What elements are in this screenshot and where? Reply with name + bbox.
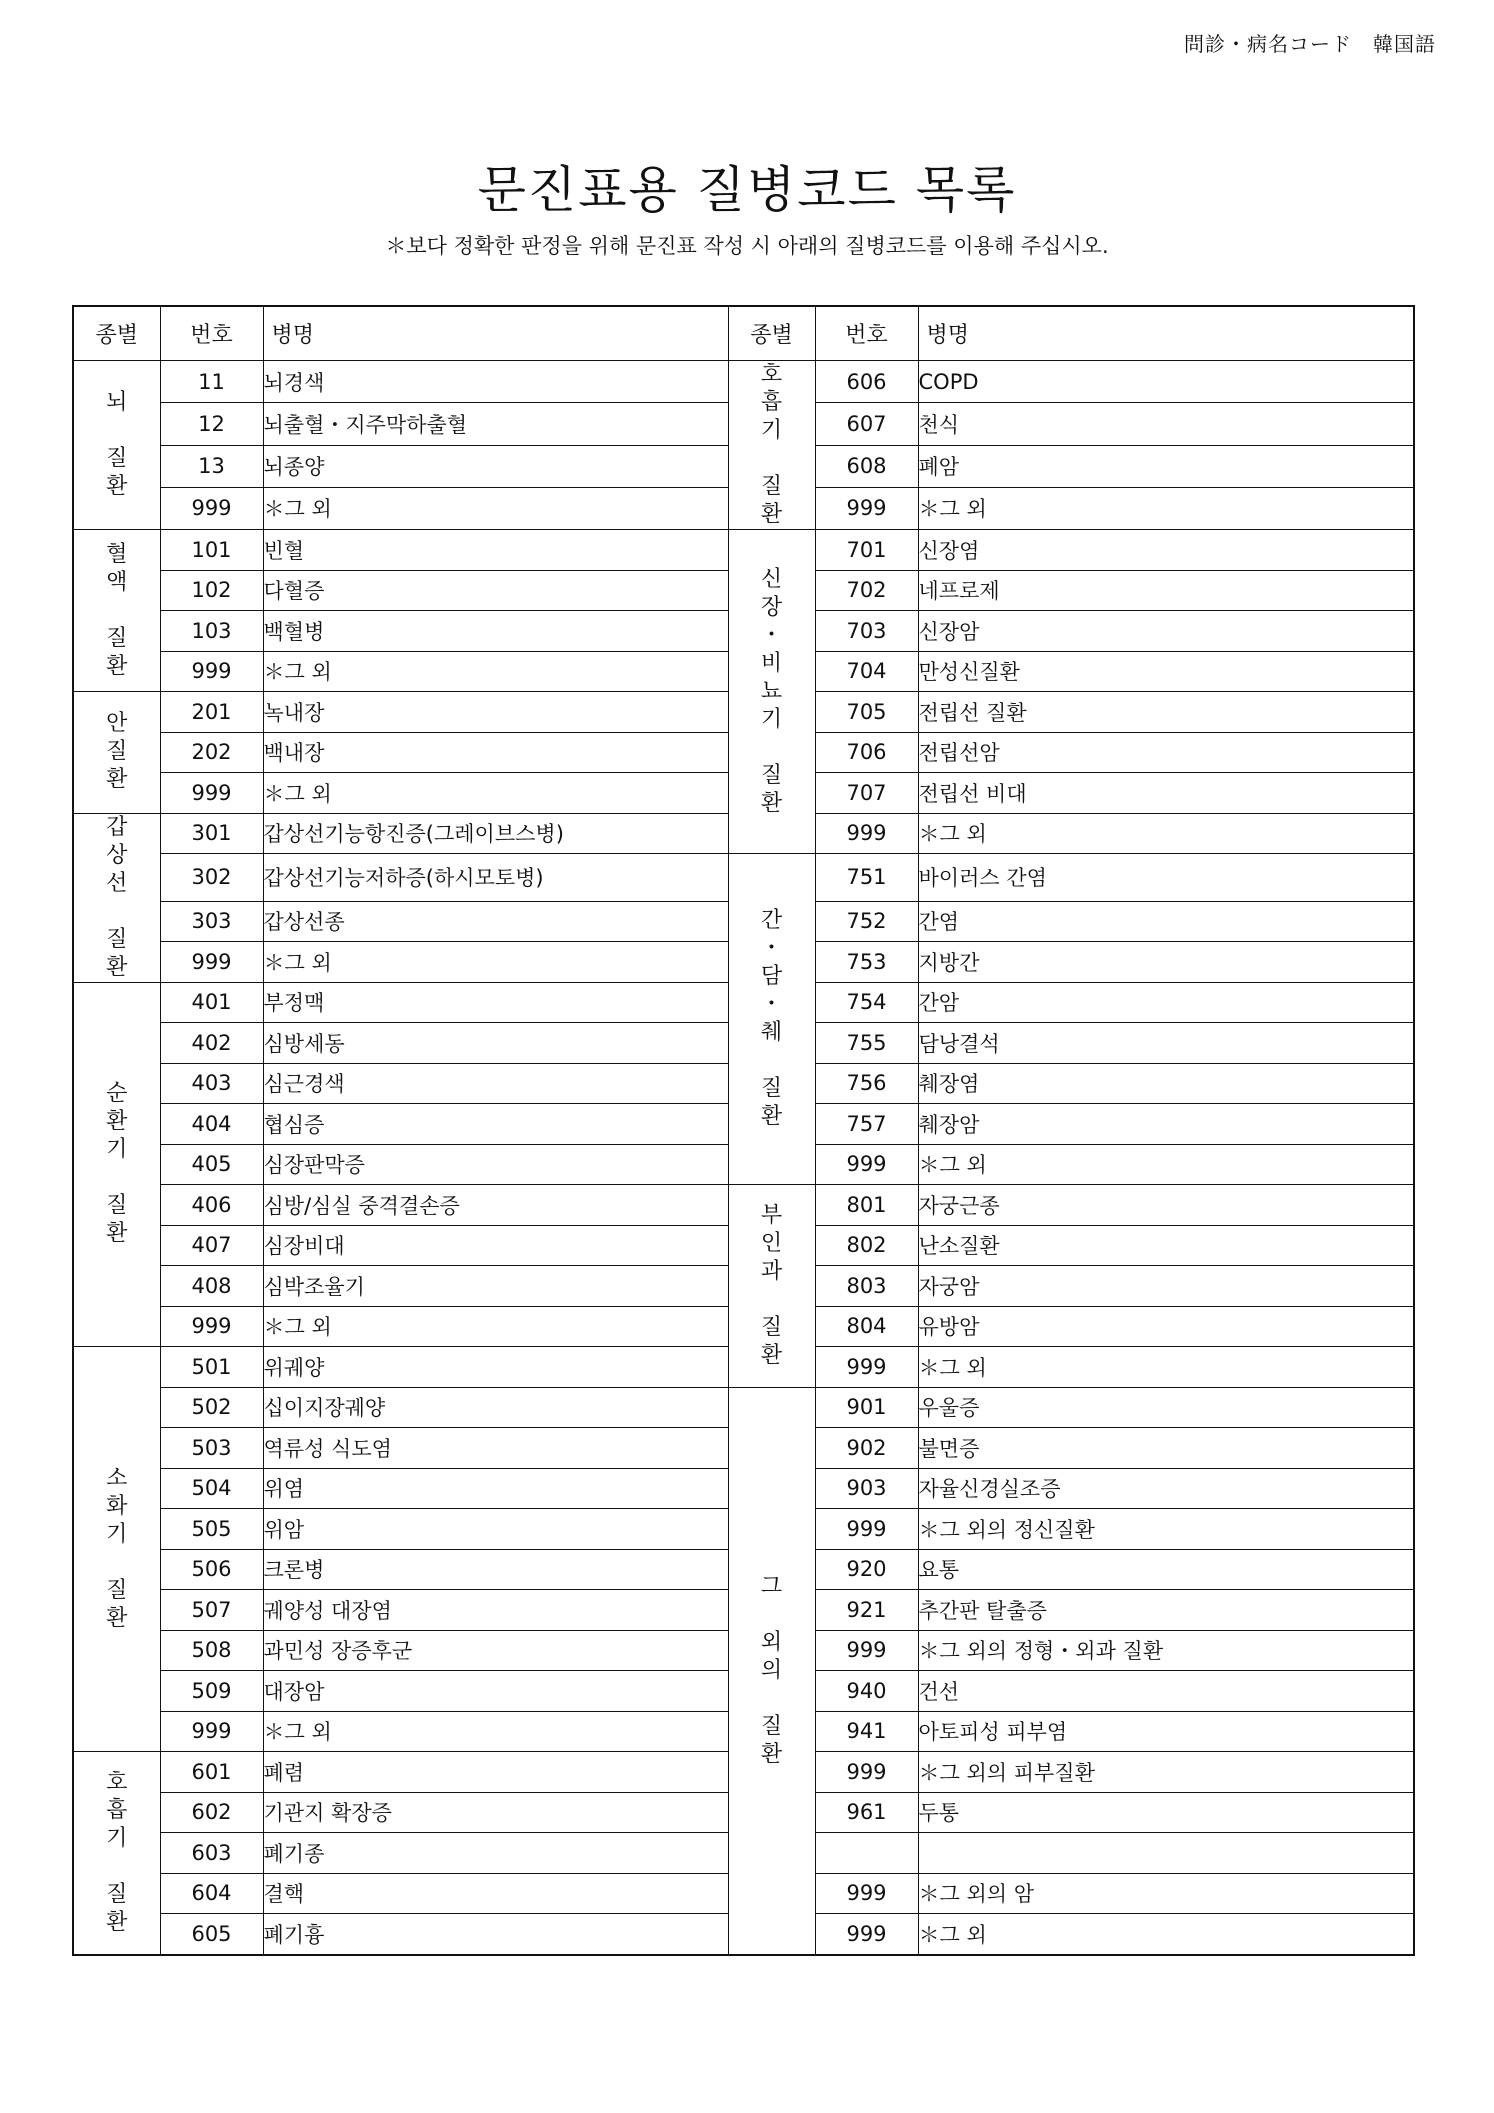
disease-code: 505 [160,1509,263,1550]
category-cell [728,1185,815,1388]
disease-code: 704 [815,651,918,692]
disease-name: ＊그 외 [918,1144,1414,1185]
category-label: 순 환 기 질 환 [106,1081,128,1247]
disease-name: 심방세동 [263,1023,728,1064]
disease-code: 705 [815,692,918,733]
disease-name: 췌장암 [918,1104,1414,1145]
category-cell [73,813,160,982]
disease-name: 갑상선기능항진증(그레이브스병) [263,813,728,854]
disease-code: 508 [160,1630,263,1671]
disease-name: COPD [918,361,1414,403]
disease-code: 405 [160,1144,263,1185]
disease-name [918,1833,1414,1874]
disease-name: 과민성 장증후군 [263,1630,728,1671]
disease-code: 503 [160,1428,263,1469]
disease-code: 12 [160,403,263,445]
disease-code: 607 [815,403,918,445]
category-cell [728,530,815,854]
disease-name: 폐기종 [263,1833,728,1874]
disease-code: 13 [160,445,263,487]
disease-code: 605 [160,1914,263,1955]
category-label: 안 질 환 [106,711,128,793]
disease-name: 빈혈 [263,530,728,571]
disease-name: 심근경색 [263,1063,728,1104]
column-header-disease: 병명 [263,306,728,361]
disease-name: 폐기흉 [263,1914,728,1955]
category-label: 뇌 질 환 [106,390,128,499]
disease-code-table [72,305,1415,1956]
disease-name: 자율신경실조증 [918,1468,1414,1509]
disease-code: 804 [815,1306,918,1347]
disease-code: 999 [815,1630,918,1671]
disease-code: 701 [815,530,918,571]
disease-name: 심장판막증 [263,1144,728,1185]
disease-code: 999 [815,813,918,854]
category-label: 호 흡 기 질 환 [106,1769,128,1935]
category-cell [728,1387,815,1955]
table-body [73,361,1414,1955]
category-label: 갑 상 선 질 환 [106,814,128,980]
disease-code: 602 [160,1792,263,1833]
disease-name: ＊그 외의 정형・외과 질환 [918,1630,1414,1671]
table-row [73,530,1414,571]
disease-code: 303 [160,901,263,942]
category-cell [728,361,815,530]
disease-name: 자궁암 [918,1266,1414,1307]
disease-name: 녹내장 [263,692,728,733]
disease-name: 추간판 탈출증 [918,1590,1414,1631]
disease-name: 췌장염 [918,1063,1414,1104]
disease-code: 408 [160,1266,263,1307]
category-label: 신 장 ・ 비 뇨 기 질 환 [760,566,783,816]
disease-name: 갑상선종 [263,901,728,942]
disease-name: 아토피성 피부염 [918,1711,1414,1752]
disease-code: 507 [160,1590,263,1631]
disease-name: 십이지장궤양 [263,1387,728,1428]
disease-code: 103 [160,611,263,652]
disease-name: 뇌출혈・지주막하출혈 [263,403,728,445]
disease-name: 간암 [918,982,1414,1023]
disease-name: 요통 [918,1549,1414,1590]
disease-code: 302 [160,854,263,902]
disease-name: ＊그 외 [263,487,728,529]
disease-name: 신장염 [918,530,1414,571]
table-row [73,854,1414,902]
table-row [73,1387,1414,1428]
disease-name: 갑상선기능저하증(하시모토병) [263,854,728,902]
page-title: 문진표용 질병코드 목록 [477,161,1017,219]
disease-code: 999 [160,1711,263,1752]
disease-name: 천식 [918,403,1414,445]
disease-name: 만성신질환 [918,651,1414,692]
document-tag: 問診・病名コード 韓国語 [1184,32,1436,56]
disease-name: 유방암 [918,1306,1414,1347]
disease-code: 703 [815,611,918,652]
disease-code: 961 [815,1792,918,1833]
disease-name: ＊그 외 [918,813,1414,854]
disease-code: 406 [160,1185,263,1226]
disease-code: 751 [815,854,918,902]
disease-code: 404 [160,1104,263,1145]
disease-code: 604 [160,1873,263,1914]
disease-code: 999 [160,1306,263,1347]
disease-code: 506 [160,1549,263,1590]
disease-name: 크론병 [263,1549,728,1590]
disease-code: 999 [815,1914,918,1955]
category-cell [73,361,160,530]
disease-code [815,1833,918,1874]
disease-code: 502 [160,1387,263,1428]
column-header-code: 번호 [815,306,918,361]
disease-code: 801 [815,1185,918,1226]
disease-name: 심방/심실 중격결손증 [263,1185,728,1226]
disease-name: ＊그 외 [263,651,728,692]
category-cell [73,1347,160,1752]
disease-name: 폐암 [918,445,1414,487]
disease-name: ＊그 외 [918,1914,1414,1955]
disease-name: ＊그 외 [263,773,728,814]
disease-code: 999 [815,1509,918,1550]
disease-name: ＊그 외의 정신질환 [918,1509,1414,1550]
category-cell [73,530,160,692]
disease-code: 999 [160,487,263,529]
disease-name: ＊그 외 [918,1347,1414,1388]
disease-code: 403 [160,1063,263,1104]
disease-code: 501 [160,1347,263,1388]
disease-code: 802 [815,1225,918,1266]
disease-code: 752 [815,901,918,942]
disease-code: 606 [815,361,918,403]
disease-name: 대장암 [263,1671,728,1712]
disease-code: 999 [815,1873,918,1914]
disease-name: 난소질환 [918,1225,1414,1266]
disease-name: 건선 [918,1671,1414,1712]
disease-name: 위암 [263,1509,728,1550]
disease-code: 601 [160,1752,263,1793]
disease-name: 위염 [263,1468,728,1509]
disease-code: 702 [815,570,918,611]
disease-code: 402 [160,1023,263,1064]
category-label: 혈 액 질 환 [106,541,128,679]
disease-name: ＊그 외 [263,1306,728,1347]
disease-name: ＊그 외 [263,1711,728,1752]
category-label: 간 ・ 담 ・ 췌 질 환 [760,908,783,1129]
disease-code: 901 [815,1387,918,1428]
disease-code: 920 [815,1549,918,1590]
disease-name: 담낭결석 [918,1023,1414,1064]
disease-name: ＊그 외의 피부질환 [918,1752,1414,1793]
disease-code: 941 [815,1711,918,1752]
disease-code: 999 [160,942,263,983]
disease-name: 두통 [918,1792,1414,1833]
table-row [73,1185,1414,1226]
table-row [73,361,1414,403]
disease-code: 202 [160,732,263,773]
disease-name: 뇌경색 [263,361,728,403]
disease-code: 509 [160,1671,263,1712]
disease-code: 755 [815,1023,918,1064]
category-cell [73,1752,160,1955]
disease-code: 756 [815,1063,918,1104]
disease-code: 999 [160,651,263,692]
category-label: 소 화 기 질 환 [106,1466,128,1631]
disease-name: 역류성 식도염 [263,1428,728,1469]
disease-name: 심박조율기 [263,1266,728,1307]
disease-name: 자궁근종 [918,1185,1414,1226]
instruction-note: ＊보다 정확한 판정을 위해 문진표 작성 시 아래의 질병코드를 이용해 주십시오. [385,234,1109,258]
category-cell [73,692,160,814]
category-cell [728,854,815,1185]
disease-name: 전립선 질환 [918,692,1414,733]
disease-code: 401 [160,982,263,1023]
disease-code: 803 [815,1266,918,1307]
disease-name: ＊그 외의 암 [918,1873,1414,1914]
column-header-category: 종별 [73,306,160,361]
disease-code: 999 [815,1347,918,1388]
category-label: 부 인 과 질 환 [760,1202,783,1368]
disease-code: 999 [815,1752,918,1793]
disease-code: 102 [160,570,263,611]
disease-name: 백내장 [263,732,728,773]
column-header-disease: 병명 [918,306,1414,361]
disease-code: 902 [815,1428,918,1469]
disease-code: 101 [160,530,263,571]
disease-code: 301 [160,813,263,854]
disease-name: 궤양성 대장염 [263,1590,728,1631]
table-header-row [73,306,1414,361]
disease-code: 407 [160,1225,263,1266]
disease-name: 다혈증 [263,570,728,611]
disease-name: 지방간 [918,942,1414,983]
disease-name: 뇌종양 [263,445,728,487]
disease-code: 999 [815,487,918,529]
disease-name: 우울증 [918,1387,1414,1428]
disease-code: 11 [160,361,263,403]
disease-name: 불면증 [918,1428,1414,1469]
disease-code: 707 [815,773,918,814]
disease-name: ＊그 외 [263,942,728,983]
disease-code: 903 [815,1468,918,1509]
disease-name: 위궤양 [263,1347,728,1388]
disease-name: ＊그 외 [918,487,1414,529]
disease-name: 부정맥 [263,982,728,1023]
disease-name: 심장비대 [263,1225,728,1266]
disease-code: 940 [815,1671,918,1712]
disease-code: 753 [815,942,918,983]
disease-code: 706 [815,732,918,773]
disease-name: 신장암 [918,611,1414,652]
disease-name: 백혈병 [263,611,728,652]
disease-name: 간염 [918,901,1414,942]
disease-name: 전립선 비대 [918,773,1414,814]
disease-code: 603 [160,1833,263,1874]
category-label: 호 흡 기 질 환 [760,362,783,527]
disease-code: 757 [815,1104,918,1145]
disease-code: 999 [160,773,263,814]
disease-code: 754 [815,982,918,1023]
column-header-code: 번호 [160,306,263,361]
disease-code: 201 [160,692,263,733]
disease-name: 협심증 [263,1104,728,1145]
disease-name: 네프로제 [918,570,1414,611]
category-cell [73,982,160,1347]
disease-name: 기관지 확장증 [263,1792,728,1833]
disease-name: 폐렴 [263,1752,728,1793]
disease-code: 608 [815,445,918,487]
disease-name: 바이러스 간염 [918,854,1414,902]
disease-code: 504 [160,1468,263,1509]
column-header-category: 종별 [728,306,815,361]
disease-name: 결핵 [263,1873,728,1914]
disease-code: 921 [815,1590,918,1631]
disease-code: 999 [815,1144,918,1185]
disease-name: 전립선암 [918,732,1414,773]
category-label: 그 외 의 질 환 [760,1573,783,1767]
